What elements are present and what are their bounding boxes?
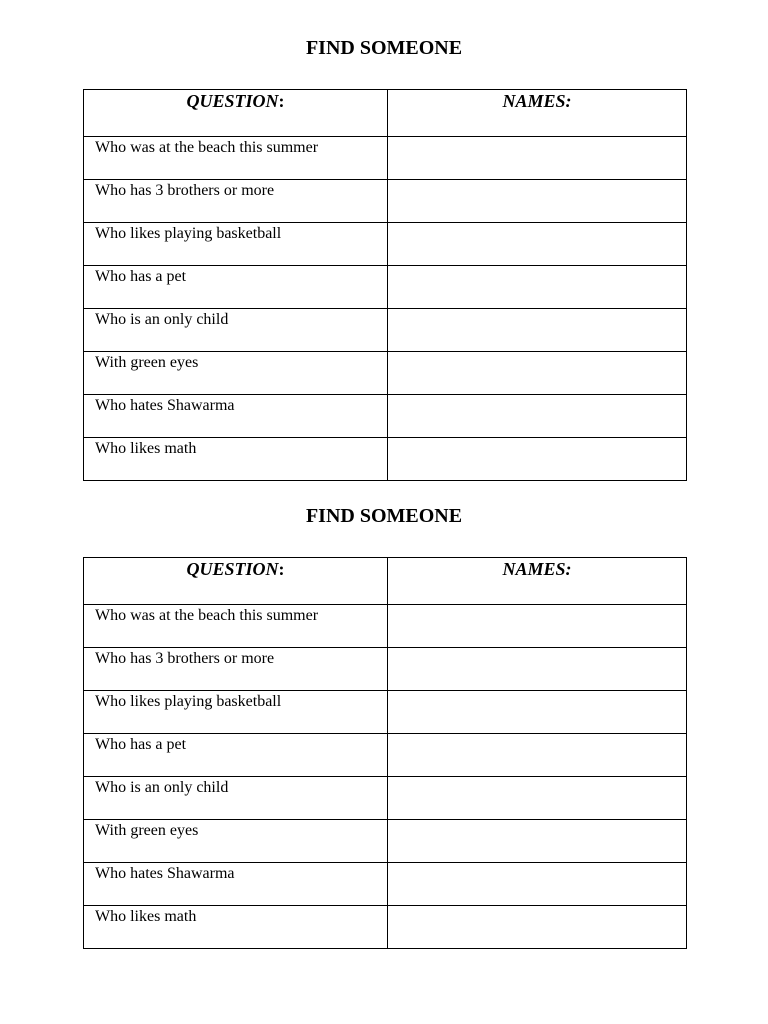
question-cell: Who has 3 brothers or more (84, 180, 388, 223)
question-cell: Who likes playing basketball (84, 223, 388, 266)
name-answer-cell[interactable] (388, 777, 687, 820)
table-row (84, 266, 687, 309)
name-answer-cell[interactable] (388, 863, 687, 906)
name-answer-cell[interactable] (388, 906, 687, 949)
name-answer-cell[interactable] (388, 734, 687, 777)
table-row (84, 137, 687, 180)
name-answer-cell[interactable] (388, 180, 687, 223)
table-header-row (84, 90, 687, 137)
name-answer-cell[interactable] (388, 266, 687, 309)
question-cell: Who has 3 brothers or more (84, 648, 388, 691)
table-row (84, 180, 687, 223)
name-answer-cell[interactable] (388, 395, 687, 438)
table-row (84, 777, 687, 820)
question-cell: Who likes math (84, 906, 388, 949)
question-cell: Who likes math (84, 438, 388, 481)
question-cell: Who has a pet (84, 734, 388, 777)
question-cell: Who is an only child (84, 777, 388, 820)
worksheet-title: FIND SOMEONE (305, 505, 463, 527)
question-column-header: QUESTION: (84, 558, 388, 605)
table-row (84, 691, 687, 734)
table-row (84, 648, 687, 691)
find-someone-table (83, 557, 687, 949)
names-column-header: NAMES: (388, 558, 687, 605)
question-cell: Who likes playing basketball (84, 691, 388, 734)
name-answer-cell[interactable] (388, 820, 687, 863)
question-column-header: QUESTION: (84, 90, 388, 137)
question-cell: Who is an only child (84, 309, 388, 352)
name-answer-cell[interactable] (388, 223, 687, 266)
name-answer-cell[interactable] (388, 352, 687, 395)
table-row (84, 223, 687, 266)
table-row (84, 438, 687, 481)
name-answer-cell[interactable] (388, 648, 687, 691)
table-row (84, 309, 687, 352)
table-row (84, 395, 687, 438)
name-answer-cell[interactable] (388, 691, 687, 734)
name-answer-cell[interactable] (388, 438, 687, 481)
table-header-row (84, 558, 687, 605)
table-row (84, 906, 687, 949)
worksheet-title: FIND SOMEONE (305, 37, 463, 59)
question-cell: Who was at the beach this summer (84, 605, 388, 648)
table-row (84, 352, 687, 395)
question-cell: Who has a pet (84, 266, 388, 309)
name-answer-cell[interactable] (388, 309, 687, 352)
question-cell: Who hates Shawarma (84, 863, 388, 906)
table-row (84, 863, 687, 906)
question-cell: Who hates Shawarma (84, 395, 388, 438)
question-cell: With green eyes (84, 820, 388, 863)
name-answer-cell[interactable] (388, 137, 687, 180)
table-row (84, 605, 687, 648)
question-cell: With green eyes (84, 352, 388, 395)
name-answer-cell[interactable] (388, 605, 687, 648)
question-cell: Who was at the beach this summer (84, 137, 388, 180)
table-row (84, 734, 687, 777)
table-row (84, 820, 687, 863)
find-someone-table (83, 89, 687, 481)
names-column-header: NAMES: (388, 90, 687, 137)
